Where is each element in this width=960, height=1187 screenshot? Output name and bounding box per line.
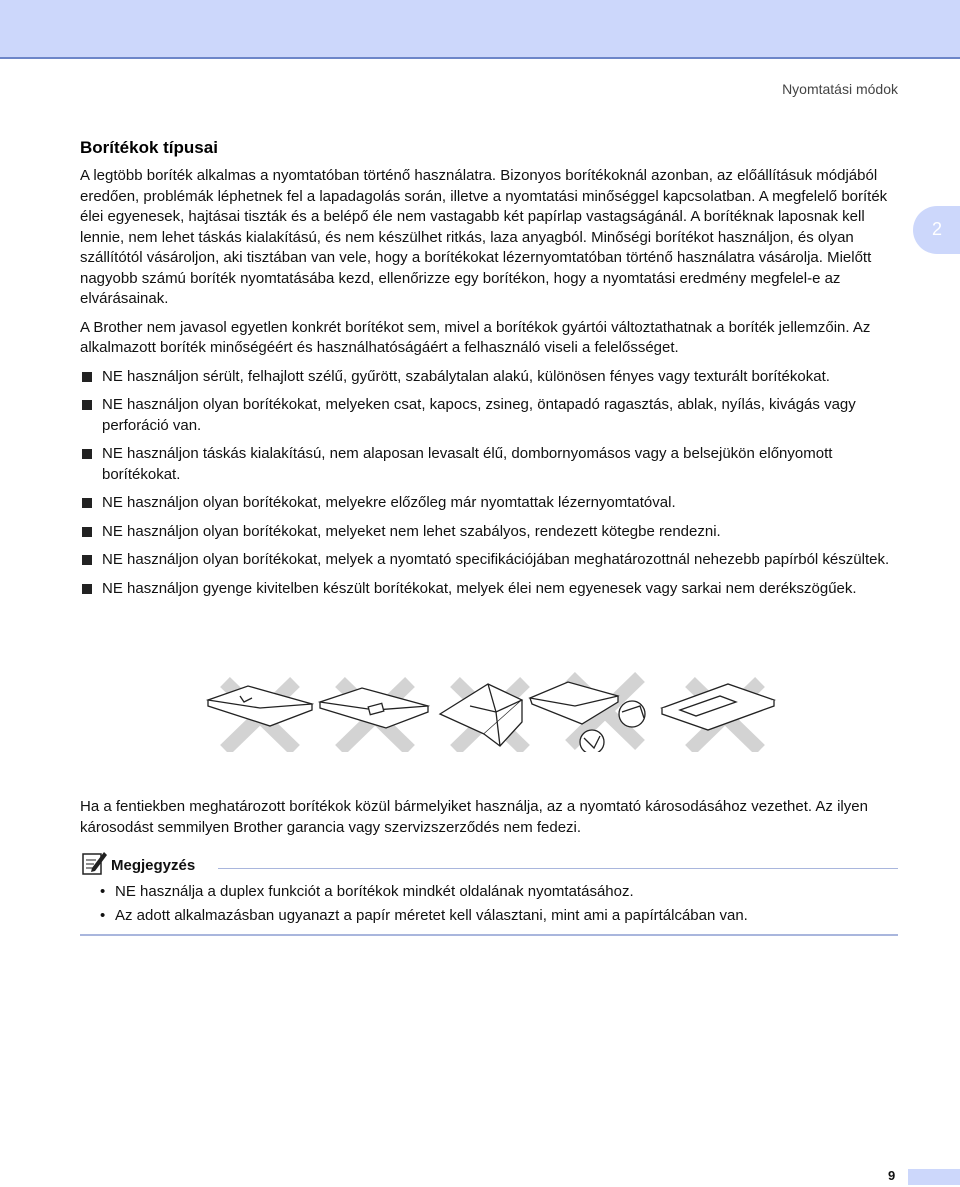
list-item-text: NE használjon táskás kialakítású, nem alaposan levasalt élű, dombornyomásos vagy a belsejükön előnyomott borítékokat. (102, 445, 833, 483)
warning-list (80, 367, 900, 600)
list-item-text: NE használjon olyan borítékokat, melyekre előzőleg már nyomtattak lézernyomtatóval. (102, 494, 676, 511)
bullet-square-icon (82, 449, 92, 459)
list-item (80, 579, 900, 600)
intro-paragraph: A legtöbb boríték alkalmas a nyomtatóban történő használatra. Bizonyos borítékoknál azonban, az előállításuk módjából eredően, problémák léphetnek fel a lapadagolás során, illetve a nyomtatási minőséggel kapcsolatban. A megfelelő boríték élei egyenesek, hajtásai tiszták és a belépő éle nem vastagabb két papírlap vastagságánál. A borítéknak laposnak kell lennie, nem lehet táskás kialakítású, és nem készülhet ritkás, laza anyagból. Minőségi borítékot használjon, és olyan szállítótól vásároljon, aki tisztában van vele, hogy a borítékokat lézernyomtatóban történő használatra vásárolja. Mielőtt nagyobb számú boríték nyomtatásába kezd, ellenőrizze egy borítékon, hogy a nyomtatási eredmény megfelel-e az elvárásainak. (80, 167, 888, 307)
bullet-dot-icon: • (100, 906, 106, 924)
header-band (0, 0, 960, 59)
list-item-text: NE használjon olyan borítékokat, melyek a nyomtató specifikációjában meghatározottnál nehezebb papírból készültek. (102, 551, 890, 568)
responsibility-paragraph: A Brother nem javasol egyetlen konkrét borítékot sem, mivel a borítékok gyártói változtathatnak a boríték jellemzőin. Az alkalmazott boríték minőségéért és használhatóságáért a felhasználó viseli a felelősséget. (80, 318, 871, 356)
bullet-square-icon (82, 584, 92, 594)
list-item (80, 550, 900, 571)
section-title: Borítékok típusai (80, 138, 218, 157)
note-item-text: NE használja a duplex funkciót a borítékok mindkét oldalának nyomtatásához. (115, 883, 634, 900)
bullet-dot-icon: • (100, 883, 106, 900)
list-item (80, 367, 900, 388)
list-item-text: NE használjon gyenge kivitelben készült borítékokat, melyek élei nem egyenesek vagy sarkai nem derékszögűek. (102, 579, 857, 597)
chapter-tab (913, 206, 960, 254)
list-item-text: NE használjon olyan borítékokat, melyeket nem lehet szabályos, rendezett kötegbe rendezni. (102, 522, 721, 540)
bullet-square-icon (82, 555, 92, 565)
warranty-paragraph: Ha a fentiekben meghatározott borítékok közül bármelyiket használja, az a nyomtató károsodásához vezethet. Az ilyen károsodást semmilyen Brother garancia vagy szervizszerződés nem fedezi. (80, 798, 868, 836)
note-header (80, 848, 898, 874)
list-item (100, 906, 900, 927)
list-item-text: NE használjon sérült, felhajlott szélű, gyűrött, szabálytalan alakú, különösen fényes vagy texturált borítékokat. (102, 367, 830, 385)
bullet-square-icon (82, 498, 92, 508)
bullet-square-icon (82, 400, 92, 410)
list-item (80, 444, 900, 485)
bullet-square-icon (82, 527, 92, 537)
chapter-number: 2 (932, 219, 943, 239)
list-item (80, 493, 900, 514)
note-divider (218, 868, 898, 869)
list-item (100, 882, 900, 903)
bullet-square-icon (82, 372, 92, 382)
note-title: Megjegyzés (111, 857, 196, 874)
list-item (80, 395, 900, 436)
note-item-text: Az adott alkalmazásban ugyanazt a papír méretet kell választani, mint ami a papírtálcában van. (115, 906, 748, 924)
running-header: Nyomtatási módok (782, 81, 898, 97)
list-item-text: NE használjon olyan borítékokat, melyeken csat, kapocs, zsineg, öntapadó ragasztás, ablak, nyílás, kivágás vagy perforáció van. (102, 396, 856, 434)
damaged-envelope-icon (208, 686, 312, 726)
clasp-envelope-icon (320, 688, 428, 728)
main-content (80, 138, 900, 607)
note-bottom-rule (80, 934, 898, 936)
note-pencil-icon (80, 848, 108, 876)
list-item (80, 522, 900, 543)
unsuitable-envelopes-figure (200, 672, 780, 752)
note-list (100, 882, 900, 929)
footer-tab (908, 1169, 960, 1185)
page-number: 9 (888, 1168, 896, 1183)
